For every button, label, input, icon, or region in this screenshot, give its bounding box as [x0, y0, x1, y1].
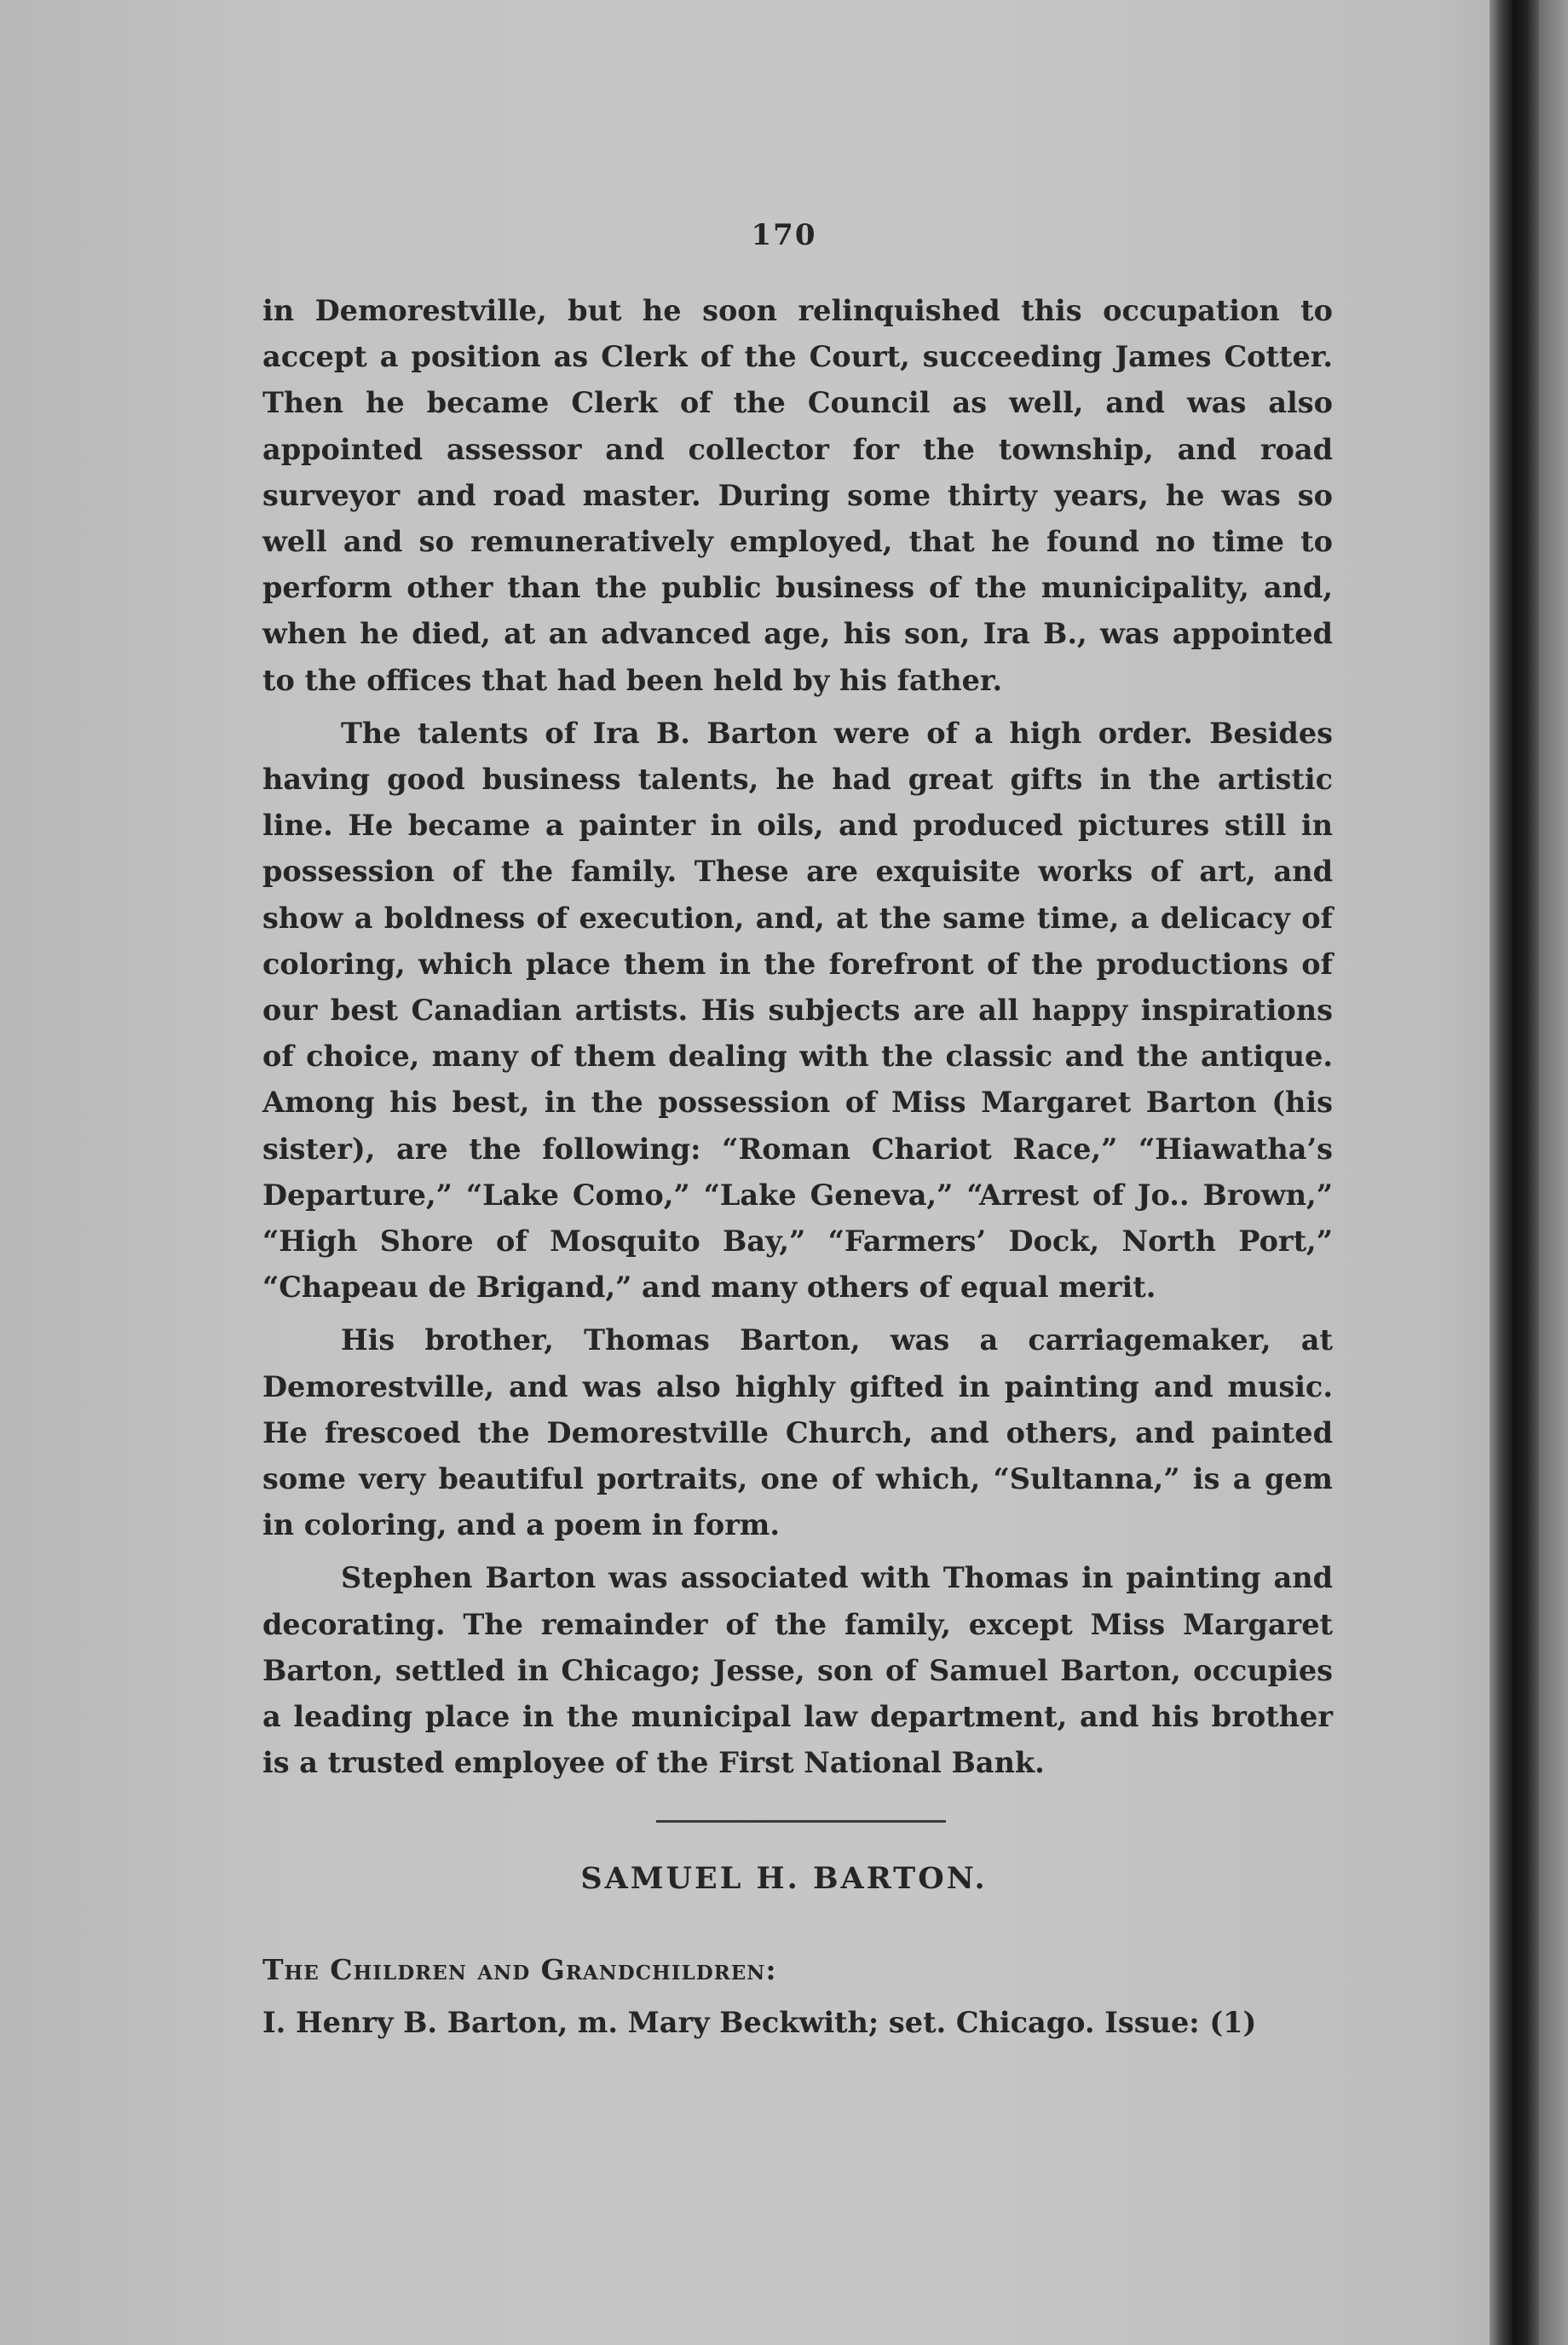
section-divider: [656, 1820, 946, 1823]
section-title: SAMUEL H. BARTON.: [580, 1861, 988, 1896]
body-text: [262, 288, 1333, 1794]
paragraph-ira-barton: The talents of Ira B. Barton were of a high order. Besides having good business talents, he had great gifts in the artistic line. He became a painter in oils, and produced pictures still in possession of the family. These are exquisite works of art, and show a boldness of execution, and, at the same time, a delicacy of coloring, which place them in the forefront of the productions of our best Canadian artists. His subjects are all happy inspirations of choice, many of them dealing with the classic and the antique. Among his best, in the possession of Miss Margaret Barton (his sister), are the following: “Roman Chariot Race,” “Hiawatha’s Departure,” “Lake Como,” “Lake Geneva,” “Arrest of Jo.. Brown,” “High Shore of Mosquito Bay,” “Farmers’ Dock, North Port,” “Chapeau de Brigand,” and many others of equal merit.: [262, 716, 1333, 1305]
paragraph-continuation: in Demorestville, but he soon relinquished this occupation to accept a position as Clerk of the Court, succeeding James Cotter. Then he became Clerk of the Council as well, and was also appointed assessor and collector for the township, and road surveyor and road master. During some thirty years, he was so well and so remuneratively employed, that he found no time to perform other than the public business of the municipality, and, when he died, at an advanced age, his son, Ira B., was appointed to the offices that had been held by his father.: [262, 294, 1333, 697]
section-subheading: The Children and Grandchildren:: [262, 1953, 777, 1986]
page-number: 170: [751, 218, 817, 252]
book-edge: [1539, 0, 1568, 2345]
paragraph-stephen-barton: Stephen Barton was associated with Thomas in painting and decorating. The remainder of the family, except Miss Margaret Barton, settled in Chicago; Jesse, son of Samuel Barton, occupies a leading place in the municipal law department, and his brother is a trusted employee of the First National Bank.: [262, 1561, 1333, 1780]
paragraph-thomas-barton: His brother, Thomas Barton, was a carriagemaker, at Demorestville, and was also highly gifted in painting and music. He frescoed the Demorestville Church, and others, and painted some very beautiful portraits, one of which, “Sultanna,” is a gem in coloring, and a poem in form.: [262, 1323, 1333, 1542]
genealogy-entry: I. Henry B. Barton, m. Mary Beckwith; set. Chicago. Issue: (1): [262, 2006, 1257, 2039]
book-spine-shadow: [1490, 0, 1539, 2345]
